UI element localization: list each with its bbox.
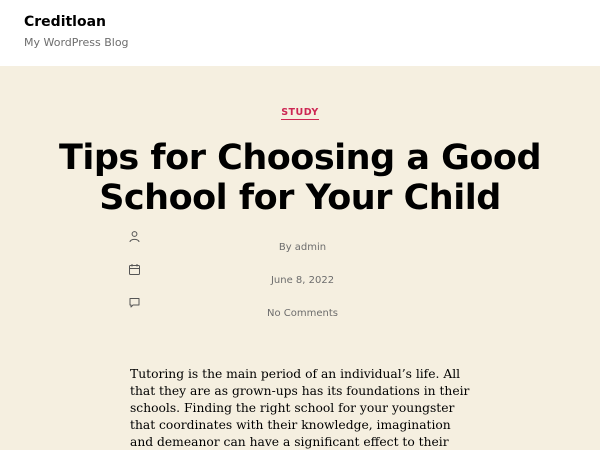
category-link[interactable]: STUDY [281, 107, 319, 118]
site-title-link[interactable]: Creditloan [24, 14, 107, 30]
site-header [0, 0, 600, 66]
post-comments-link[interactable]: No Comments [267, 308, 338, 319]
post-excerpt: Tutoring is the main period of an individual’s life. All that they are as grown-ups has its foundations in their schools. Finding the right school for your youngster that coordinates with their knowledge, imagination and demeanor can have a significant effect to their [130, 367, 470, 449]
site-description: My WordPress Blog [24, 36, 129, 49]
post-date-link[interactable]: June 8, 2022 [270, 275, 335, 286]
post-category [0, 107, 600, 118]
post-title: Tips for Choosing a Good School for Your Child [58, 138, 542, 218]
post-author-link[interactable]: By admin [278, 242, 327, 253]
